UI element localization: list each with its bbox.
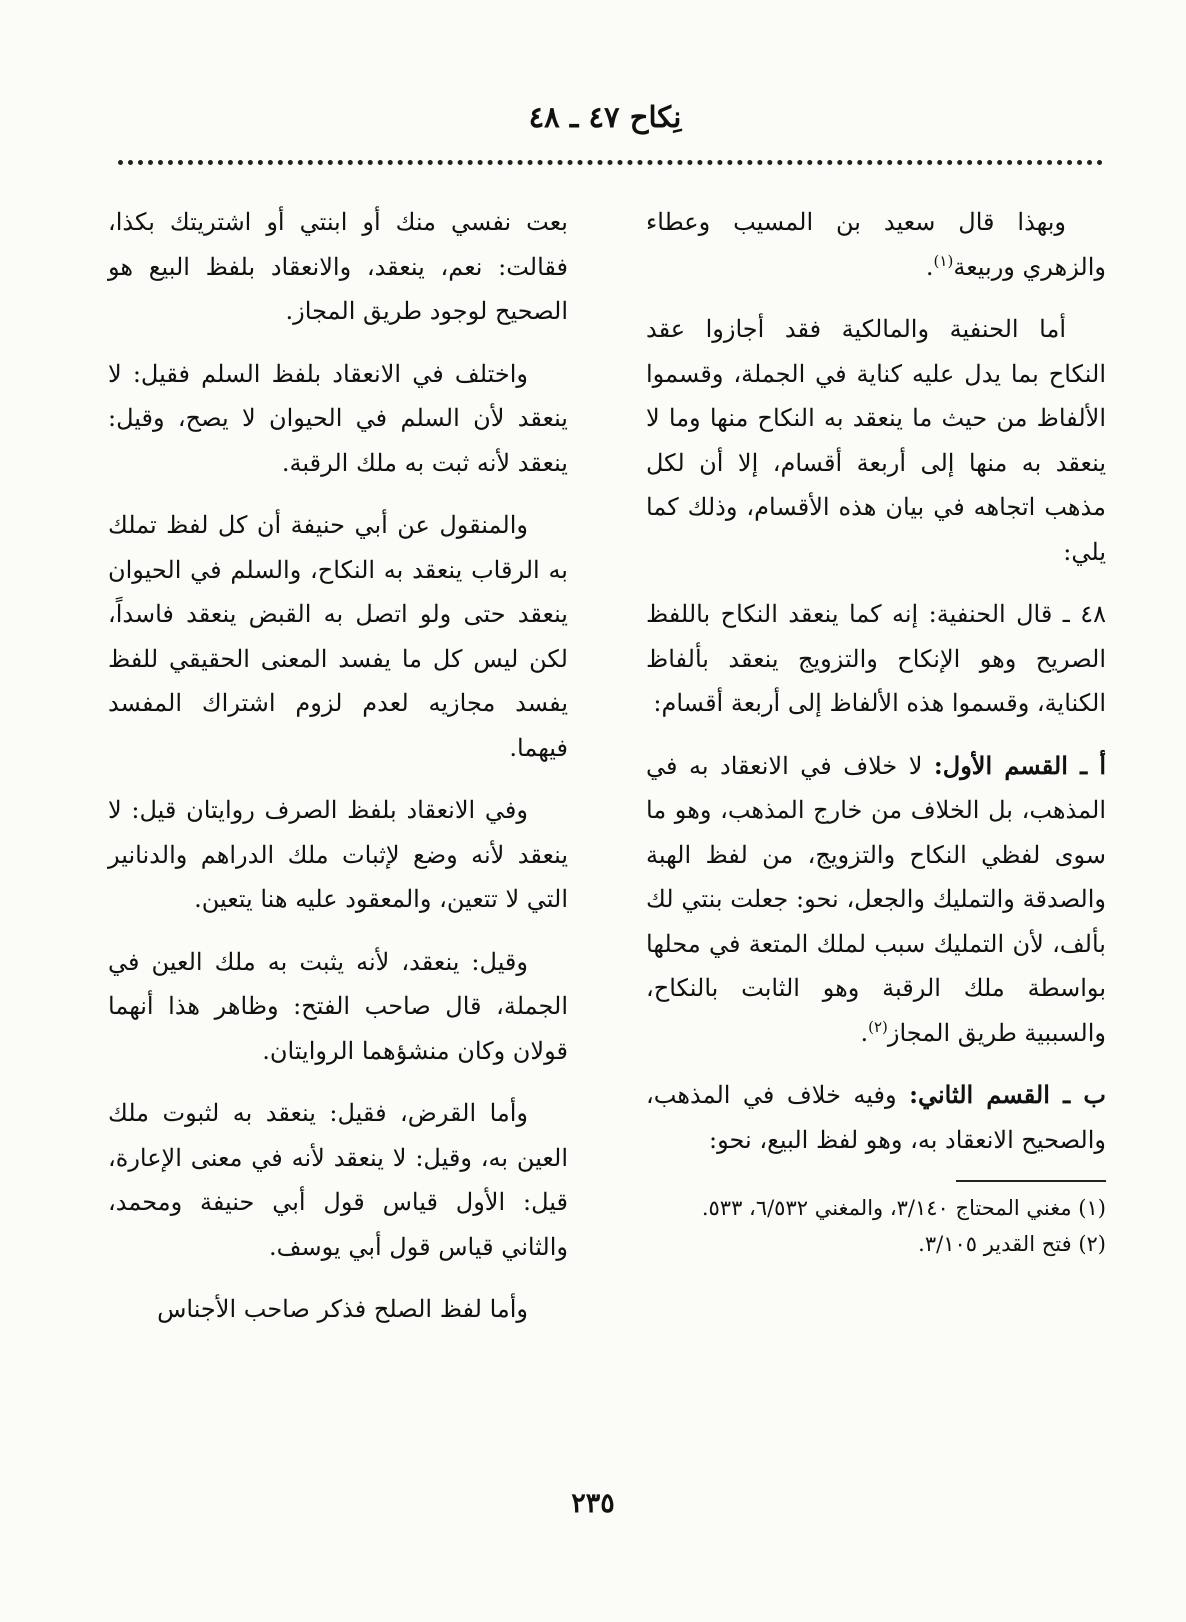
running-header: نِكاح ٤٧ ـ ٤٨ — [528, 100, 682, 134]
footnote-ref: (١) — [933, 251, 954, 270]
left-column — [108, 200, 568, 1350]
footnote: (١) مغني المحتاج ٣/١٤٠، والمغني ٦/٥٣٢، ٥٣٣. — [701, 1196, 1106, 1220]
footnotes — [646, 1190, 1106, 1262]
paragraph-text: . — [860, 1018, 869, 1047]
paragraph: وقيل: ينعقد، لأنه يثبت به ملك العين في الجملة، قال صاحب الفتح: وظاهر هذا أنهما قولان وكان منشؤهما الروايتان. — [108, 947, 568, 1065]
paragraph: وأما لفظ الصلح فذكر صاحب الأجناس — [157, 1295, 528, 1323]
paragraph — [646, 744, 1106, 1056]
header-dotted-rule — [118, 160, 1103, 165]
paragraph — [646, 200, 1106, 289]
paragraph: بعت نفسي منك أو ابنتي أو اشتريتك بكذا، فقالت: نعم، ينعقد، والانعقاد بلفظ البيع هو الصحيح لوجود طريق المجاز. — [108, 208, 568, 325]
right-column — [646, 200, 1106, 1262]
paragraph: واختلف في الانعقاد بلفظ السلم فقيل: لا ينعقد لأن السلم في الحيوان لا يصح، وقيل: ينعقد لأنه ثبت به ملك الرقبة. — [108, 359, 568, 477]
paragraph-text: . — [925, 252, 934, 281]
paragraph-text: وفيه خلاف في المذهب، والصحيح الانعقاد به، وهو لفظ البيع، نحو: — [646, 1081, 1106, 1154]
paragraph — [646, 1073, 1106, 1162]
paragraph: وأما القرض، فقيل: ينعقد به لثبوت ملك العين به، وقيل: لا ينعقد لأنه في معنى الإعارة، قيل: الأول قياس قول أبي حنيفة ومحمد، والثاني قياس قول أبي يوسف. — [108, 1099, 568, 1261]
paragraph: وفي الانعقاد بلفظ الصرف روايتان قيل: لا ينعقد لأنه وضع لإثبات ملك الدراهم والدنانير التي لا تتعين، والمعقود عليه هنا يتعين. — [108, 796, 568, 913]
paragraph: ٤٨ ـ قال الحنفية: إنه كما ينعقد النكاح باللفظ الصريح وهو الإنكاح والتزويج ينعقد بألفاظ الكناية، وقسموا هذه الألفاظ إلى أربعة أقسام: — [646, 600, 1106, 717]
footnote: (٢) فتح القدير ٣/١٠٥. — [918, 1232, 1106, 1256]
paragraph-text: وبهذا قال سعيد بن المسيب وعطاء والزهري وربيعة — [646, 208, 1106, 281]
footnote-ref: (٢) — [868, 1017, 888, 1036]
page-number: ٢٣٥ — [571, 1488, 615, 1519]
section-heading: أ ـ القسم الأول: — [933, 750, 1106, 780]
section-heading: ب ـ القسم الثاني: — [909, 1080, 1106, 1109]
paragraph: والمنقول عن أبي حنيفة أن كل لفظ تملك به الرقاب ينعقد به النكاح، والسلم في الحيوان ينعقد حتى ولو اتصل به القبض ينعقد فاسداً، لكن ليس كل ما يفسد المعنى الحقيقي للفظ يفسد مجازيه لعدم لزوم اشتراك المفسد فيهما. — [108, 511, 568, 762]
footnote-rule — [956, 1180, 1106, 1182]
paragraph-text: لا خلاف في الانعقاد به في المذهب، بل الخلاف من خارج المذهب، وهو ما سوى لفظي النكاح والتزويج، من لفظ الهبة والصدقة والتمليك والجعل، نحو: جعلت بنتي لك بألف، لأن التمليك سبب لملك المتعة في محلها بواسطة ملك الرقبة وهو الثابت بالنكاح، والسببية طريق المجاز — [646, 751, 1106, 1047]
paragraph: أما الحنفية والمالكية فقد أجازوا عقد النكاح بما يدل عليه كناية في الجملة، وقسموا الألفاظ من حيث ما ينعقد به النكاح منها وما لا ينعقد به منها إلى أربعة أقسام، إلا أن لكل مذهب اتجاهه في بيان هذه الأقسام، وذلك كما يلي: — [646, 315, 1106, 566]
